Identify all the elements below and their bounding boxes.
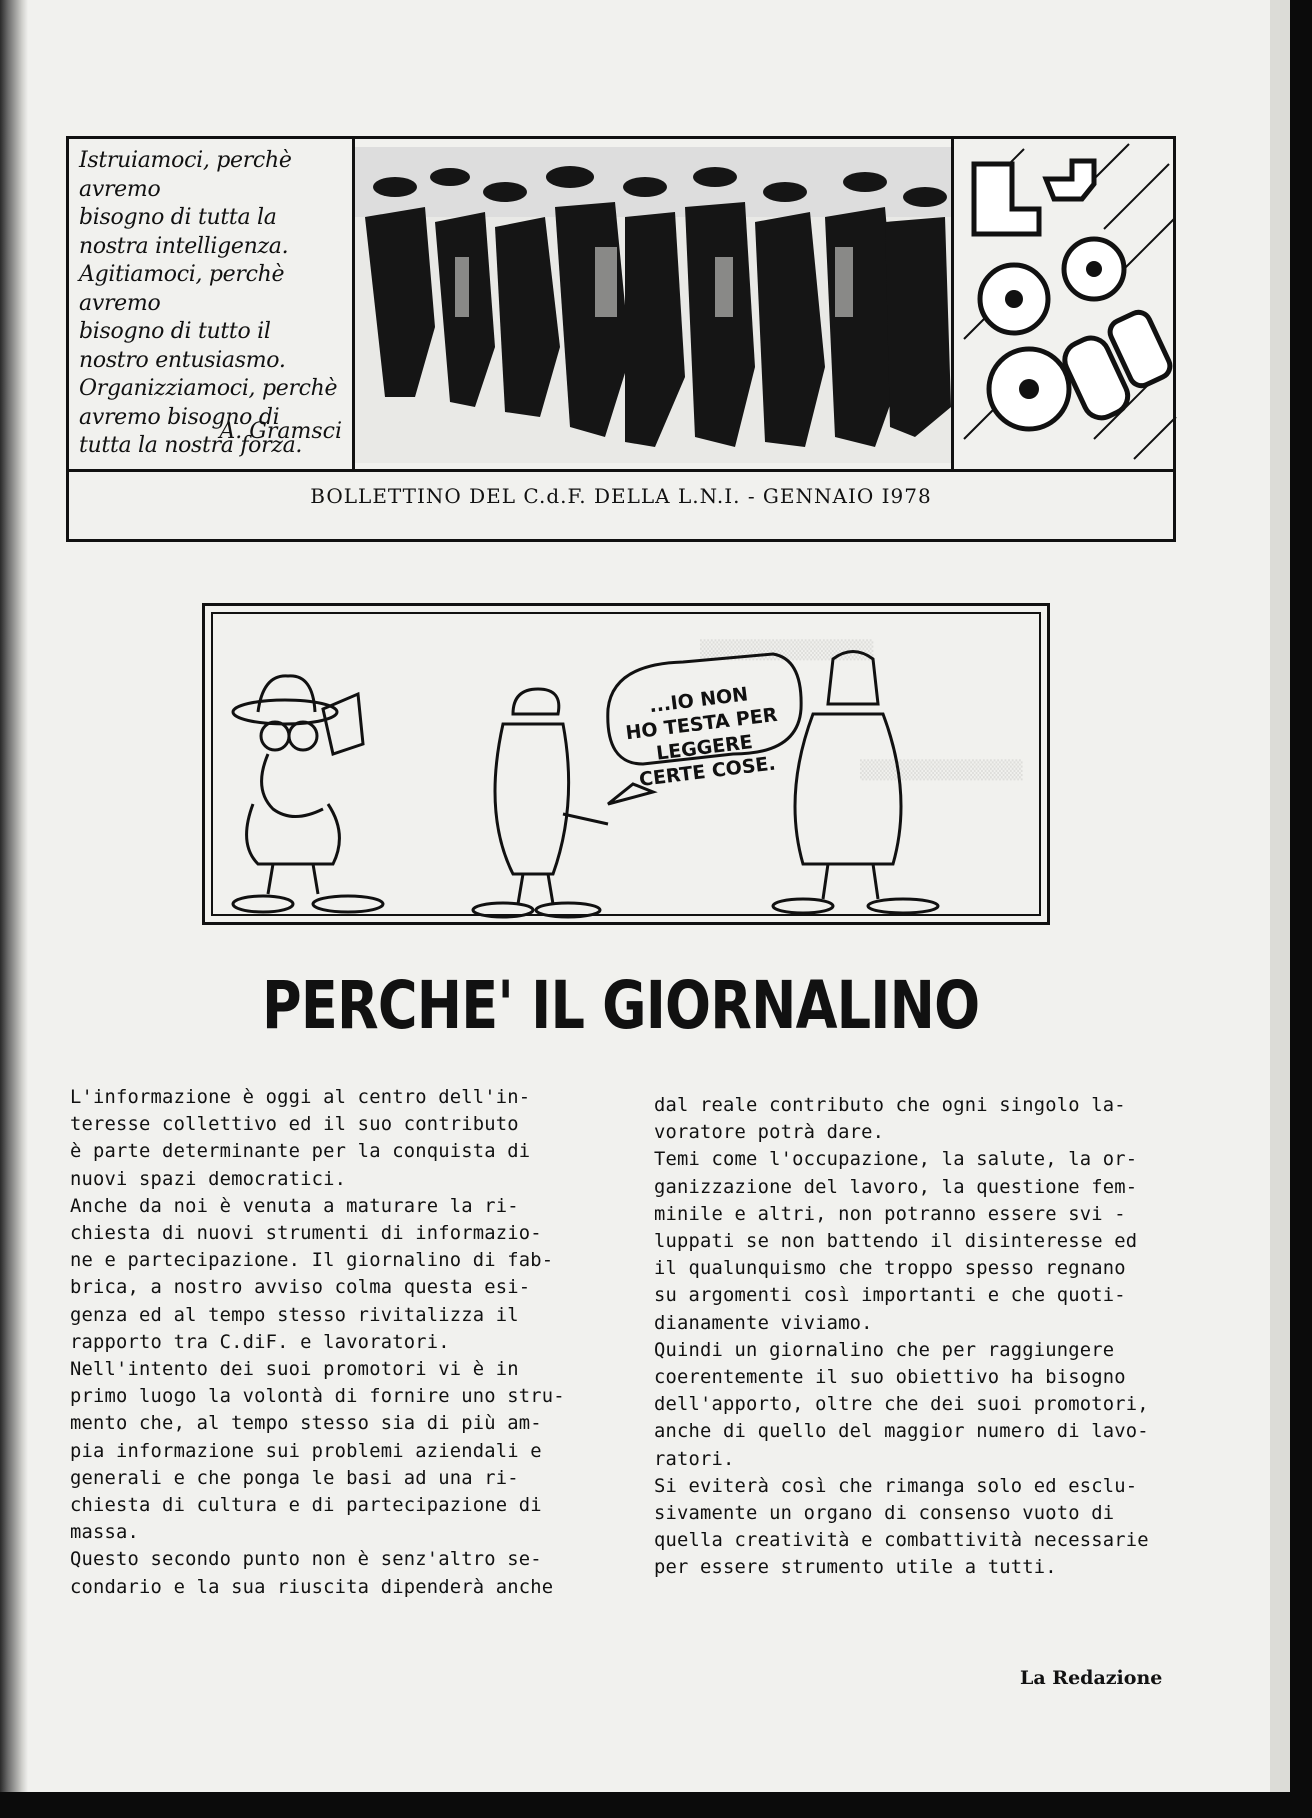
quote-author: A. Gramsci xyxy=(219,419,342,444)
workers-march-photo xyxy=(355,147,951,463)
bulletin-title: BOLLETTINO DEL C.d.F. DELLA L.N.I. - GENNAIO I978 xyxy=(310,484,932,508)
article-signature: La Redazione xyxy=(1020,1667,1163,1689)
speech-bubble-text: ...IO NON HO TESTA PER LEGGERE CERTE COSE. xyxy=(624,683,779,792)
quote-cell xyxy=(69,139,355,469)
show-through: ▒▒▒▒▒▒▒▒▒▒▒▒▒▒▒▒ xyxy=(700,640,874,661)
article-column-left: L'informazione è oggi al centro dell'in- teresse collettivo ed il suo contributo è parte determinante per la conquista di nuovi spazi democratici. Anche da noi è venuta a maturare la ri- chiesta di nuovi strumenti di informazio- ne e partecipazione. Il giornalino di fab- brica, a nostro avviso colma questa esi- genza ed al tempo stesso rivitalizza il rapporto tra C.diF. e lavoratori. Nell'intento dei suoi promotori vi è in primo luogo la volontà di fornire uno stru- mento che, al tempo stesso sia di più am- pia informazione sui problemi aziendali e generali e che ponga le basi ad una ri- chiesta di cultura e di partecipazione di massa. Questo secondo punto non è senz'altro se- condario e la sua riuscita dipenderà anche xyxy=(70,1087,565,1598)
scan-border-right xyxy=(1290,0,1312,1818)
article-column-right: dal reale contributo che ogni singolo la- voratore potrà dare. Temi come l'occupazione, la salute, la or- ganizzazione del lavoro, la questione fem- minile e altri, non potranno essere svi - luppati se non battendo il disinteresse ed il qualunquismo che troppo spesso regnano su argomenti così importanti e che quoti- dianamente viviamo. Quindi un giornalino che per raggiungere coerentemente il suo obiettivo ha bisogno dell'apporto, oltre che dei suoi promotori, anche di quello del maggior numero di lavo- ratori. Si eviterà così che rimanga solo ed esclu- sivamente un organo di consenso vuoto di quella creatività e combattività necessarie per essere strumento utile a tutti. xyxy=(654,1095,1149,1579)
scan-border-bottom xyxy=(0,1792,1312,1818)
show-through: ▒▒▒▒▒▒▒▒▒▒▒▒▒▒▒ xyxy=(860,760,1023,781)
binding-edge xyxy=(0,0,28,1818)
masthead-row xyxy=(69,139,1173,472)
article-headline: PERCHE' IL GIORNALINO xyxy=(262,967,980,1044)
gramsci-quote: Istruiamoci, perchè avremo bisogno di tutta la nostra intelligenza. Agitiamoci, perchè avremo bisogno di tutto il nostro entusiasmo. Organizziamoci, perchè avremo bisogno di tutta la nostra forza. xyxy=(79,148,338,458)
logo-cell xyxy=(951,139,1179,469)
otto-ore-logo xyxy=(954,139,1179,469)
masthead-box xyxy=(66,136,1176,542)
page-gap xyxy=(1270,0,1290,1818)
